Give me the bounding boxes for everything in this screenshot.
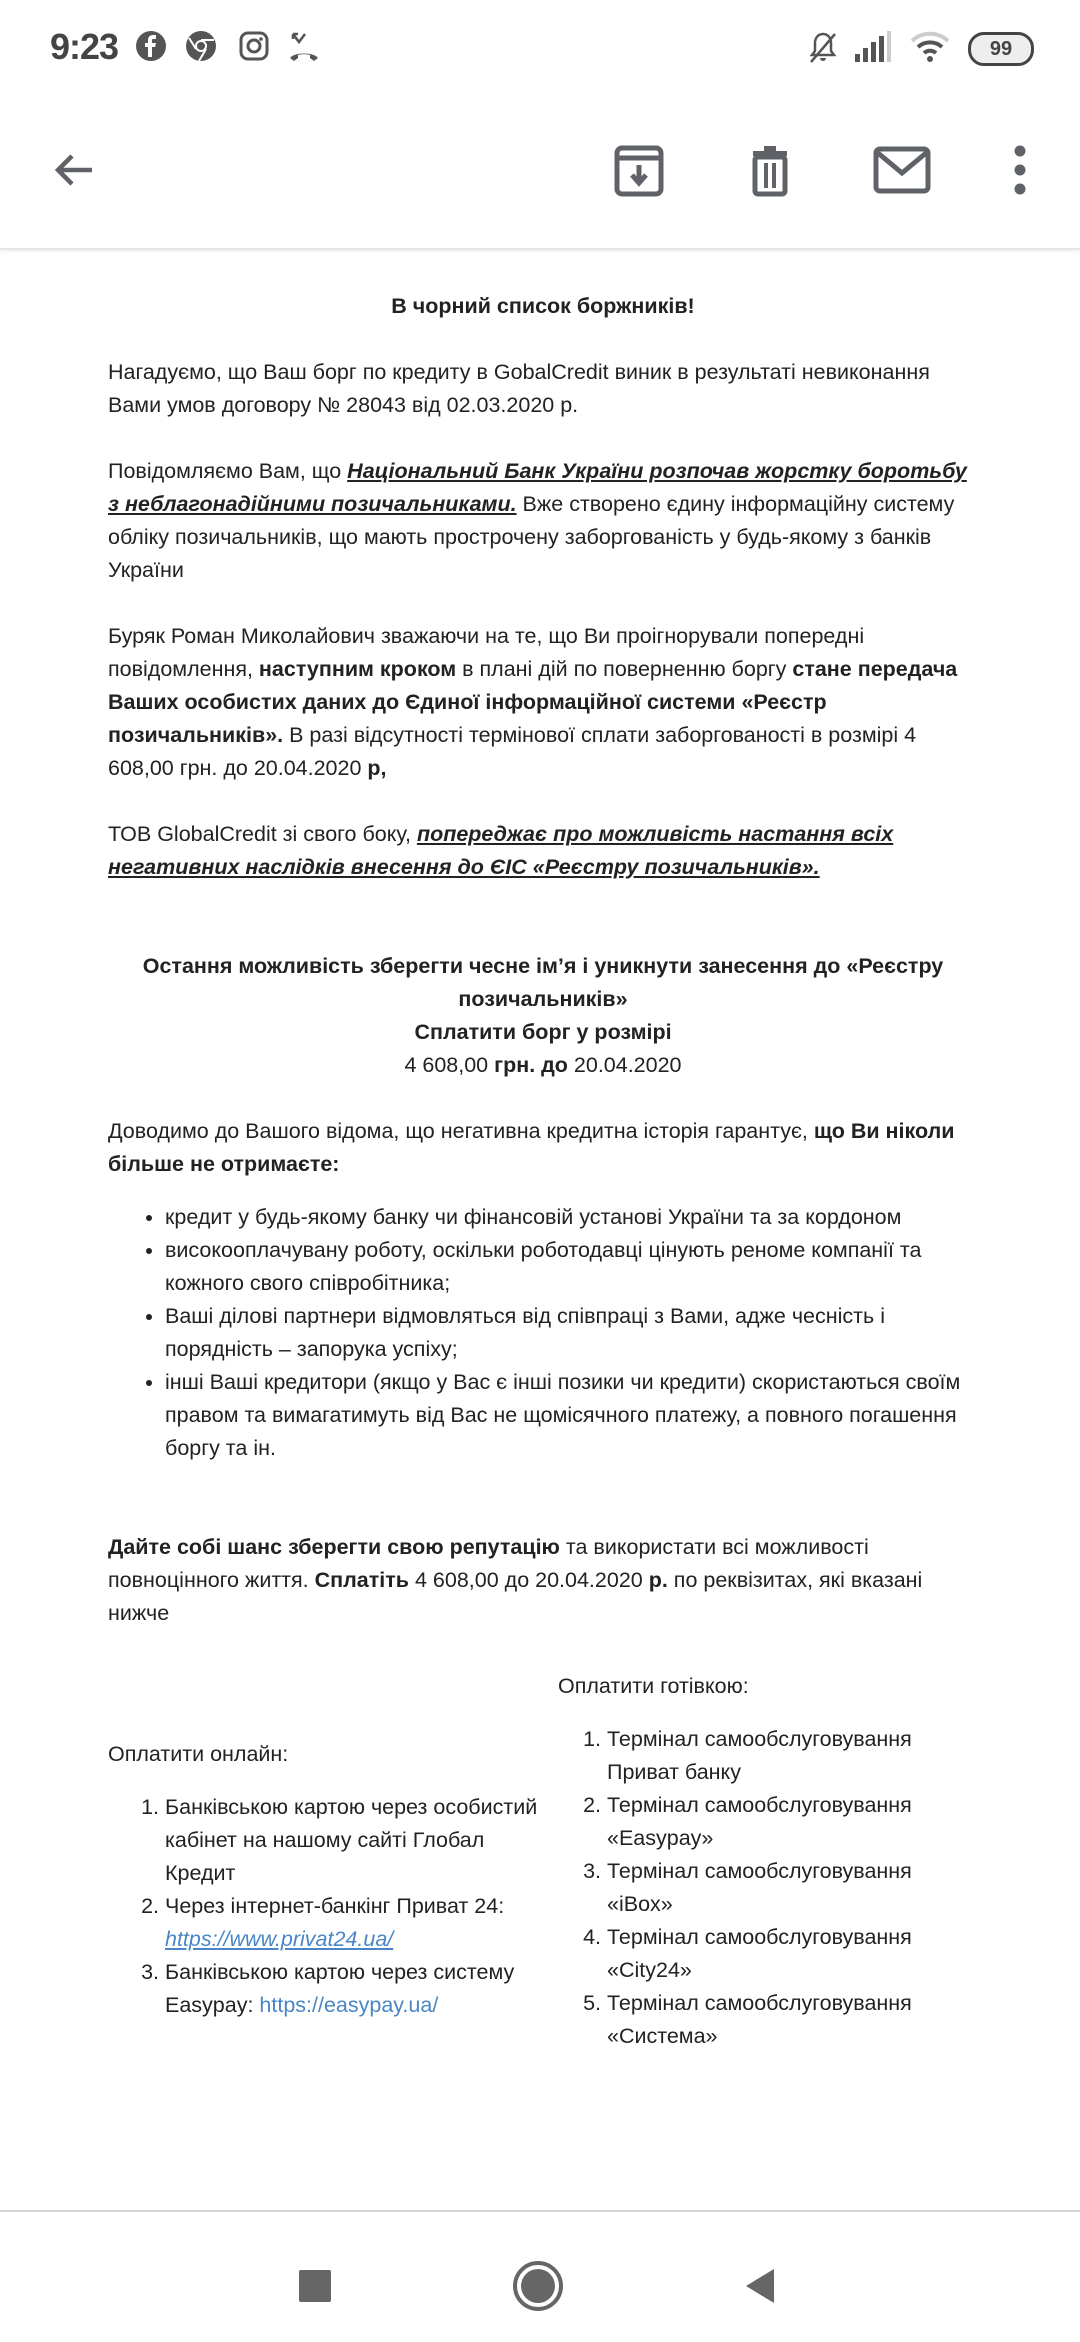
- recents-icon: [298, 2269, 332, 2308]
- paragraph-debt-reminder: Нагадуємо, що Ваш борг по кредиту в GobalCredit виник в результаті невиконання Вами умов договору № 28043 від 02.03.2020 р.: [108, 360, 930, 417]
- list-item: • високооплачувану роботу, оскільки роботодавці цінують реноме компанії та кожного свого співробітника;: [165, 1234, 978, 1300]
- pay-cash-section: [550, 1670, 980, 2053]
- archive-button[interactable]: [603, 136, 675, 208]
- easypay-link[interactable]: https://easypay.ua/: [259, 1993, 439, 2017]
- list-item: 5. Термінал самообслуговування «Система»: [607, 1987, 980, 2053]
- consequences-list: [108, 1201, 978, 1465]
- signal-icon: [853, 30, 893, 69]
- privat24-link[interactable]: https://www.privat24.ua/: [165, 1927, 394, 1951]
- back-icon: [740, 2266, 780, 2311]
- last-chance-heading: Остання можливість зберегти чесне ім’я і уникнути занесення до «Реєстру позичальників»: [142, 954, 944, 1011]
- wifi-icon: [910, 30, 950, 69]
- archive-icon: [612, 143, 666, 202]
- pay-amount-line: 4 608,00 грн. до 20.04.2020: [404, 1053, 682, 1077]
- mark-unread-icon: [872, 143, 932, 202]
- email-toolbar: [0, 96, 1080, 250]
- list-item: 1. Термінал самообслуговування Приват банку: [607, 1723, 980, 1789]
- pay-cash-heading: Оплатити готівкою:: [558, 1674, 749, 1698]
- more-options-button[interactable]: [984, 136, 1056, 208]
- chrome-icon: [185, 30, 217, 67]
- list-item: 2. Через інтернет-банкінг Приват 24: https://www.privat24.ua/: [165, 1890, 548, 1956]
- last-chance-block: [108, 950, 978, 1082]
- paragraph-next-step: Буряк Роман Миколайович зважаючи на те, що Ви проігнорували попередні повідомлення, наступним кроком в плані дій по поверненню боргу стане передача Ваших особистих даних до Єдиної інформаційної системи «Реєстр позичальників». В разі відсутності термінової сплати заборгованості в розмірі 4 608,00 грн. до 20.04.2020 р,: [108, 624, 958, 780]
- mark-unread-button[interactable]: [866, 136, 938, 208]
- paragraph-call-to-action: Дайте собі шанс зберегти свою репутацію та використати всі можливості повноцінного життя. Сплатіть 4 608,00 до 20.04.2020 р. по реквізитах, які вказані нижче: [108, 1535, 923, 1625]
- list-item: 1. Банківською картою через особистий кабінет на нашому сайті Глобал Кредит: [165, 1791, 548, 1890]
- system-nav-bar: [0, 2210, 1080, 2342]
- nav-back-button[interactable]: [730, 2258, 790, 2318]
- home-icon: [512, 2260, 564, 2317]
- pay-cash-list: [550, 1723, 980, 2053]
- delete-button[interactable]: [734, 136, 806, 208]
- facebook-icon: [135, 30, 167, 67]
- recents-button[interactable]: [285, 2258, 345, 2318]
- list-item: 3. Термінал самообслуговування «iBox»: [607, 1855, 980, 1921]
- email-body: [108, 290, 978, 2060]
- status-time: 9:23: [50, 26, 119, 67]
- list-item: • Ваші ділові партнери відмовляться від співпраці з Вами, адже чесність і порядність – запорука успіху;: [165, 1300, 978, 1366]
- status-bar: [0, 0, 1080, 96]
- pay-online-section: [108, 1738, 548, 2022]
- pay-debt-heading: Сплатити борг у розмірі: [414, 1020, 672, 1044]
- back-button[interactable]: [38, 136, 110, 208]
- paragraph-consequences: Доводимо до Вашого відома, що негативна кредитна історія гарантує, що Ви ніколи більше не отримаєте:: [108, 1119, 955, 1176]
- bell-off-icon: [805, 30, 841, 71]
- list-item: • інші Ваші кредитори (якщо у Вас є інші позики чи кредити) скористаються своїм правом та вимагатимуть від Вас не щомісячного платежу, а повного погашення боргу та ін.: [165, 1366, 978, 1465]
- battery-indicator: 99: [968, 32, 1034, 66]
- email-title: В чорний список боржників!: [391, 294, 695, 318]
- list-item: 4. Термінал самообслуговування «City24»: [607, 1921, 980, 1987]
- missed-call-icon: [287, 30, 321, 69]
- paragraph-nbu-notice: Повідомляємо Вам, що Національний Банк України розпочав жорстку боротьбу з неблагонадійними позичальниками. Вже створено єдину інформаційну систему обліку позичальників, що мають прострочену заборгованість у будь-якому з банків України: [108, 459, 967, 582]
- list-item: • кредит у будь-якому банку чи фінансовій установі України та за кордоном: [165, 1201, 978, 1234]
- paragraph-warning: ТОВ GlobalCredit зі свого боку, попереджає про можливість настання всіх негативних наслідків внесення до ЄІС «Реєстру позичальників».: [108, 822, 894, 879]
- list-item: 3. Банківською картою через систему Easypay: https://easypay.ua/: [165, 1956, 548, 2022]
- pay-online-list: [108, 1791, 548, 2022]
- instagram-icon: [238, 30, 270, 67]
- list-item: 2. Термінал самообслуговування «Easypay»: [607, 1789, 980, 1855]
- delete-icon: [743, 143, 797, 202]
- payment-methods: [108, 1670, 978, 2060]
- nbu-emphasis: Національний Банк України розпочав жорстку боротьбу з неблагонадійними позичальниками.: [108, 459, 967, 516]
- pay-online-heading: Оплатити онлайн:: [108, 1742, 289, 1766]
- warning-emphasis: попереджає про можливість настання всіх негативних наслідків внесення до ЄІС «Реєстру позичальників».: [108, 822, 894, 879]
- more-vert-icon: [1010, 143, 1030, 202]
- home-button[interactable]: [508, 2258, 568, 2318]
- back-arrow-icon: [50, 146, 98, 199]
